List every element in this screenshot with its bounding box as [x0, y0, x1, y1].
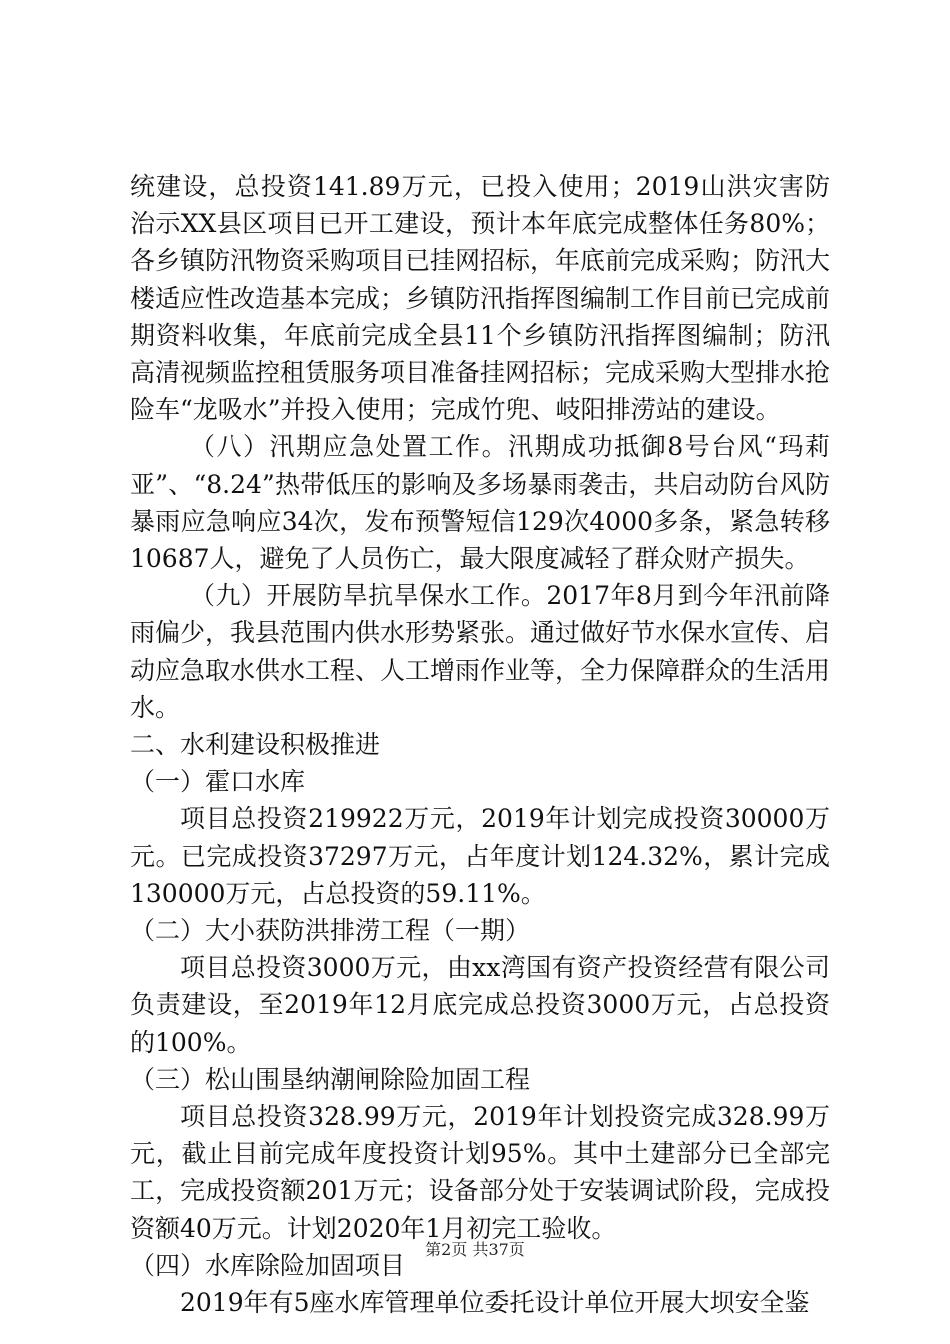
- section-heading-water-construction: 二、水利建设积极推进: [130, 730, 381, 760]
- document-body: [130, 168, 830, 1321]
- paragraph-huokou-reservoir: 项目总投资219922万元，2019年计划完成投资30000万元。已完成投资37297万元，占年度计划124.32%，累计完成130000万元，占总投资的59.11%。: [130, 804, 830, 908]
- paragraph-flood-emergency: （八）汛期应急处置工作。汛期成功抵御8号台风“玛莉亚”、“8.24”热带低压的影响及多场暴雨袭击，共启动防台风防暴雨应急响应34次，发布预警短信129次4000多条，紧急转移10687人，避免了人员伤亡，最大限度减轻了群众财产损失。: [130, 432, 830, 574]
- paragraph-reservoir-reinforcement: 2019年有5座水库管理单位委托设计单位开展大坝安全鉴: [180, 1288, 810, 1318]
- paragraph-songshan-sluice: 项目总投资328.99万元，2019年计划投资完成328.99万元，截止目前完成年度投资计划95%。其中土建部分已全部完工，完成投资额201万元；设备部分处于安装调试阶段，完成投资额40万元。计划2020年1月初完工验收。: [130, 1102, 830, 1243]
- subheading-reservoir-reinforcement: （四）水库除险加固项目: [130, 1250, 406, 1280]
- paragraph-drought-relief: （九）开展防旱抗旱保水工作。2017年8月到今年汛前降雨偏少，我县范围内供水形势紧张。通过做好节水保水宣传、启动应急取水供水工程、人工增雨作业等，全力保障群众的生活用水。: [130, 581, 831, 722]
- subheading-songshan-sluice: （三）松山围垦纳潮闸除险加固工程: [130, 1064, 531, 1094]
- page-number-footer: 第2页 共37页: [425, 1240, 525, 1259]
- subheading-flood-drainage-project: （二）大小获防洪排涝工程（一期）: [130, 916, 531, 946]
- paragraph-continuation: 统建设，总投资141.89万元，已投入使用；2019山洪灾害防治示XX县区项目已开工建设，预计本年底完成整体任务80%；各乡镇防汛物资采购项目已挂网招标，年底前完成采购；防汛大楼适应性改造基本完成；乡镇防汛指挥图编制工作目前已完成前期资料收集，年底前完成全县11个乡镇防汛指挥图编制；防汛高清视频监控租赁服务项目准备挂网招标；完成采购大型排水抢险车“龙吸水”并投入使用；完成竹兜、岐阳排涝站的建设。: [130, 172, 831, 425]
- subheading-huokou-reservoir: （一）霍口水库: [130, 767, 306, 797]
- paragraph-flood-drainage-project: 项目总投资3000万元，由xx湾国有资产投资经营有限公司负责建设，至2019年12月底完成总投资3000万元，占总投资的100%。: [130, 953, 830, 1057]
